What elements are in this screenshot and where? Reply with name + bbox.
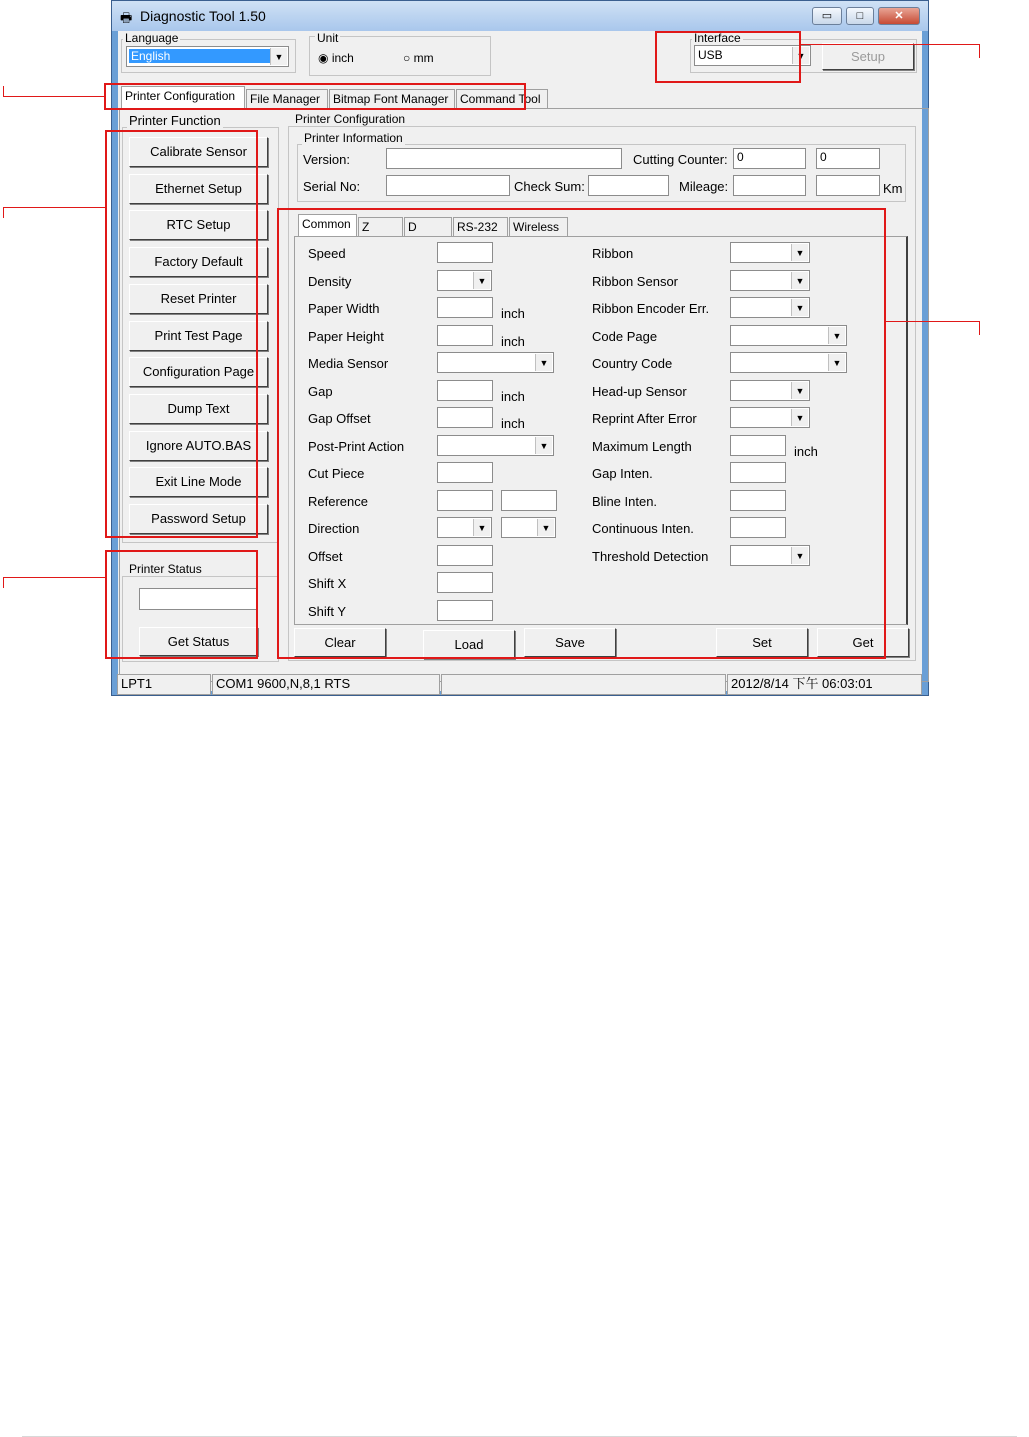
unit-inch-label: inch [501,416,525,431]
leader-tick-tabs [3,86,4,97]
field-label: Gap Inten. [592,466,653,481]
field-label: Speed [308,246,346,261]
serial-field[interactable] [386,175,510,196]
chevron-down-icon: ▼ [791,382,808,399]
printer-function-label: Printer Function [129,113,221,128]
chevron-down-icon: ▼ [828,354,845,371]
printer-configuration-label: Printer Configuration [295,112,406,126]
field-label: Ribbon Sensor [592,273,678,289]
status-empty [441,674,726,695]
window-title: Diagnostic Tool 1.50 [140,8,266,24]
load-button[interactable]: Load [423,630,515,659]
highlight-configuration [277,208,886,659]
printer-function-button[interactable]: Dump Text [129,394,268,424]
leader-tick-function [3,207,4,218]
leader-tick-status [3,577,4,588]
chevron-down-icon: ▼ [792,47,809,64]
printer-function-button[interactable]: Print Test Page [129,321,268,351]
unit-mm-radio[interactable]: ○ mm [403,51,434,65]
get-status-button[interactable]: Get Status [139,627,258,656]
field-label: Cut Piece [308,466,365,481]
printer-function-button[interactable]: Password Setup [129,504,268,534]
unit-inch-radio[interactable]: ◉ inch [318,51,354,65]
leader-tick-interface [979,44,980,58]
field-label: Density [308,273,352,289]
printer-function-button[interactable]: RTC Setup [129,210,268,240]
chevron-down-icon: ▼ [791,244,808,261]
version-field[interactable] [386,148,622,169]
printer-information-label: Printer Information [304,131,403,145]
printer-function-button[interactable]: Exit Line Mode [129,467,268,497]
unit-inch-label: inch [501,388,525,404]
printer-icon: 🖶 [120,10,133,25]
leader-line-tabs [3,96,105,97]
mileage-label: Mileage: [679,179,729,194]
checksum-field[interactable] [588,175,669,196]
field-label: Bline Inten. [592,493,658,509]
interface-label: Interface [694,31,741,45]
tab-bitmap-font-manager[interactable]: Bitmap Font Manager [329,89,455,109]
minimize-button[interactable]: ▭ [812,7,842,25]
leader-line-interface [800,44,980,45]
chevron-down-icon: ▼ [473,272,490,289]
printer-function-button[interactable]: Calibrate Sensor [129,137,268,167]
get-button[interactable]: Get [817,628,909,657]
language-select[interactable]: English ▼ [126,46,289,67]
tab-wireless[interactable]: Wireless [509,217,568,237]
field-label: Ribbon Encoder Err. [592,301,710,316]
tab-z[interactable]: Z [358,217,403,237]
field-label: Ribbon [592,246,634,261]
tab-file-manager[interactable]: File Manager [246,89,328,109]
chevron-down-icon: ▼ [791,272,808,289]
field-label: Shift X [308,576,347,591]
save-button[interactable]: Save [524,628,616,657]
field-label: Paper Width [308,301,380,316]
tab-d[interactable]: D [404,217,452,237]
unit-inch-label: inch [794,443,818,459]
field-label: Gap [308,383,333,399]
clear-button[interactable]: Clear [294,628,386,657]
printer-function-button[interactable]: Configuration Page [129,357,268,387]
leader-line-status [3,577,106,578]
chevron-down-icon: ▼ [473,519,490,536]
unit-inch-label: inch [501,306,525,321]
field-label: Code Page [592,328,658,344]
tab-rs232[interactable]: RS-232 [453,217,508,237]
mileage-field-1[interactable] [733,175,806,196]
unit-inch-label: inch [501,333,525,349]
leader-line-config [885,321,980,322]
printer-function-button[interactable]: Factory Default [129,247,268,277]
chevron-down-icon: ▼ [270,48,287,65]
serial-label: Serial No: [303,179,361,194]
tab-printer-configuration[interactable]: Printer Configuration [121,86,245,109]
field-label: Continuous Inten. [592,521,694,536]
close-button[interactable]: ✕ [878,7,920,25]
title-bar [112,1,928,31]
field-label: Direction [308,521,360,536]
interface-select[interactable]: USB ▼ [694,45,811,66]
field-label: Media Sensor [308,356,389,371]
leader-tick-config [979,321,980,335]
highlight-printer-function [105,130,258,538]
field-label: Paper Height [308,328,384,344]
highlight-main-tabs [104,83,526,110]
maximize-button[interactable]: □ [846,7,874,25]
field-label: Gap Offset [308,411,371,426]
cutting-counter-field-2[interactable]: 0 [816,148,880,169]
chevron-down-icon: ▼ [828,327,845,344]
field-label: Threshold Detection [592,548,709,564]
field-label: Offset [308,548,343,564]
chevron-down-icon: ▼ [537,519,554,536]
unit-label: Unit [317,31,339,45]
highlight-interface [655,31,801,83]
field-label: Shift Y [308,603,347,619]
status-port: LPT1 [117,674,211,695]
field-label: Maximum Length [592,438,692,454]
printer-status-label: Printer Status [129,562,202,576]
field-label: Country Code [592,356,673,371]
printer-function-button[interactable]: Reset Printer [129,284,268,314]
chevron-down-icon: ▼ [791,547,808,564]
field-label: Head-up Sensor [592,383,687,399]
language-label: Language [125,31,179,45]
printer-function-button[interactable]: Ignore AUTO.BAS [129,431,268,461]
field-label: Post-Print Action [308,438,405,454]
km-label: Km [883,181,903,196]
checksum-label: Check Sum: [514,179,585,194]
status-com: COM1 9600,N,8,1 RTS [212,674,440,695]
chevron-down-icon: ▼ [535,354,552,371]
tab-command-tool[interactable]: Command Tool [456,89,548,109]
field-label: Reprint After Error [592,411,697,426]
status-datetime: 2012/8/14 下午 06:03:01 [727,674,922,695]
setup-button[interactable]: Setup [822,43,914,70]
chevron-down-icon: ▼ [791,409,808,426]
mileage-field-2[interactable] [816,175,880,196]
cutting-counter-field-1[interactable]: 0 [733,148,806,169]
leader-line-function [3,207,106,208]
chevron-down-icon: ▼ [791,299,808,316]
cutting-counter-label: Cutting Counter: [633,152,728,167]
set-button[interactable]: Set [716,628,808,657]
field-label: Reference [308,493,368,509]
printer-function-button[interactable]: Ethernet Setup [129,174,268,204]
tab-common[interactable]: Common [298,214,357,237]
chevron-down-icon: ▼ [535,437,552,454]
version-label: Version: [303,152,350,167]
highlight-printer-status [105,550,258,659]
